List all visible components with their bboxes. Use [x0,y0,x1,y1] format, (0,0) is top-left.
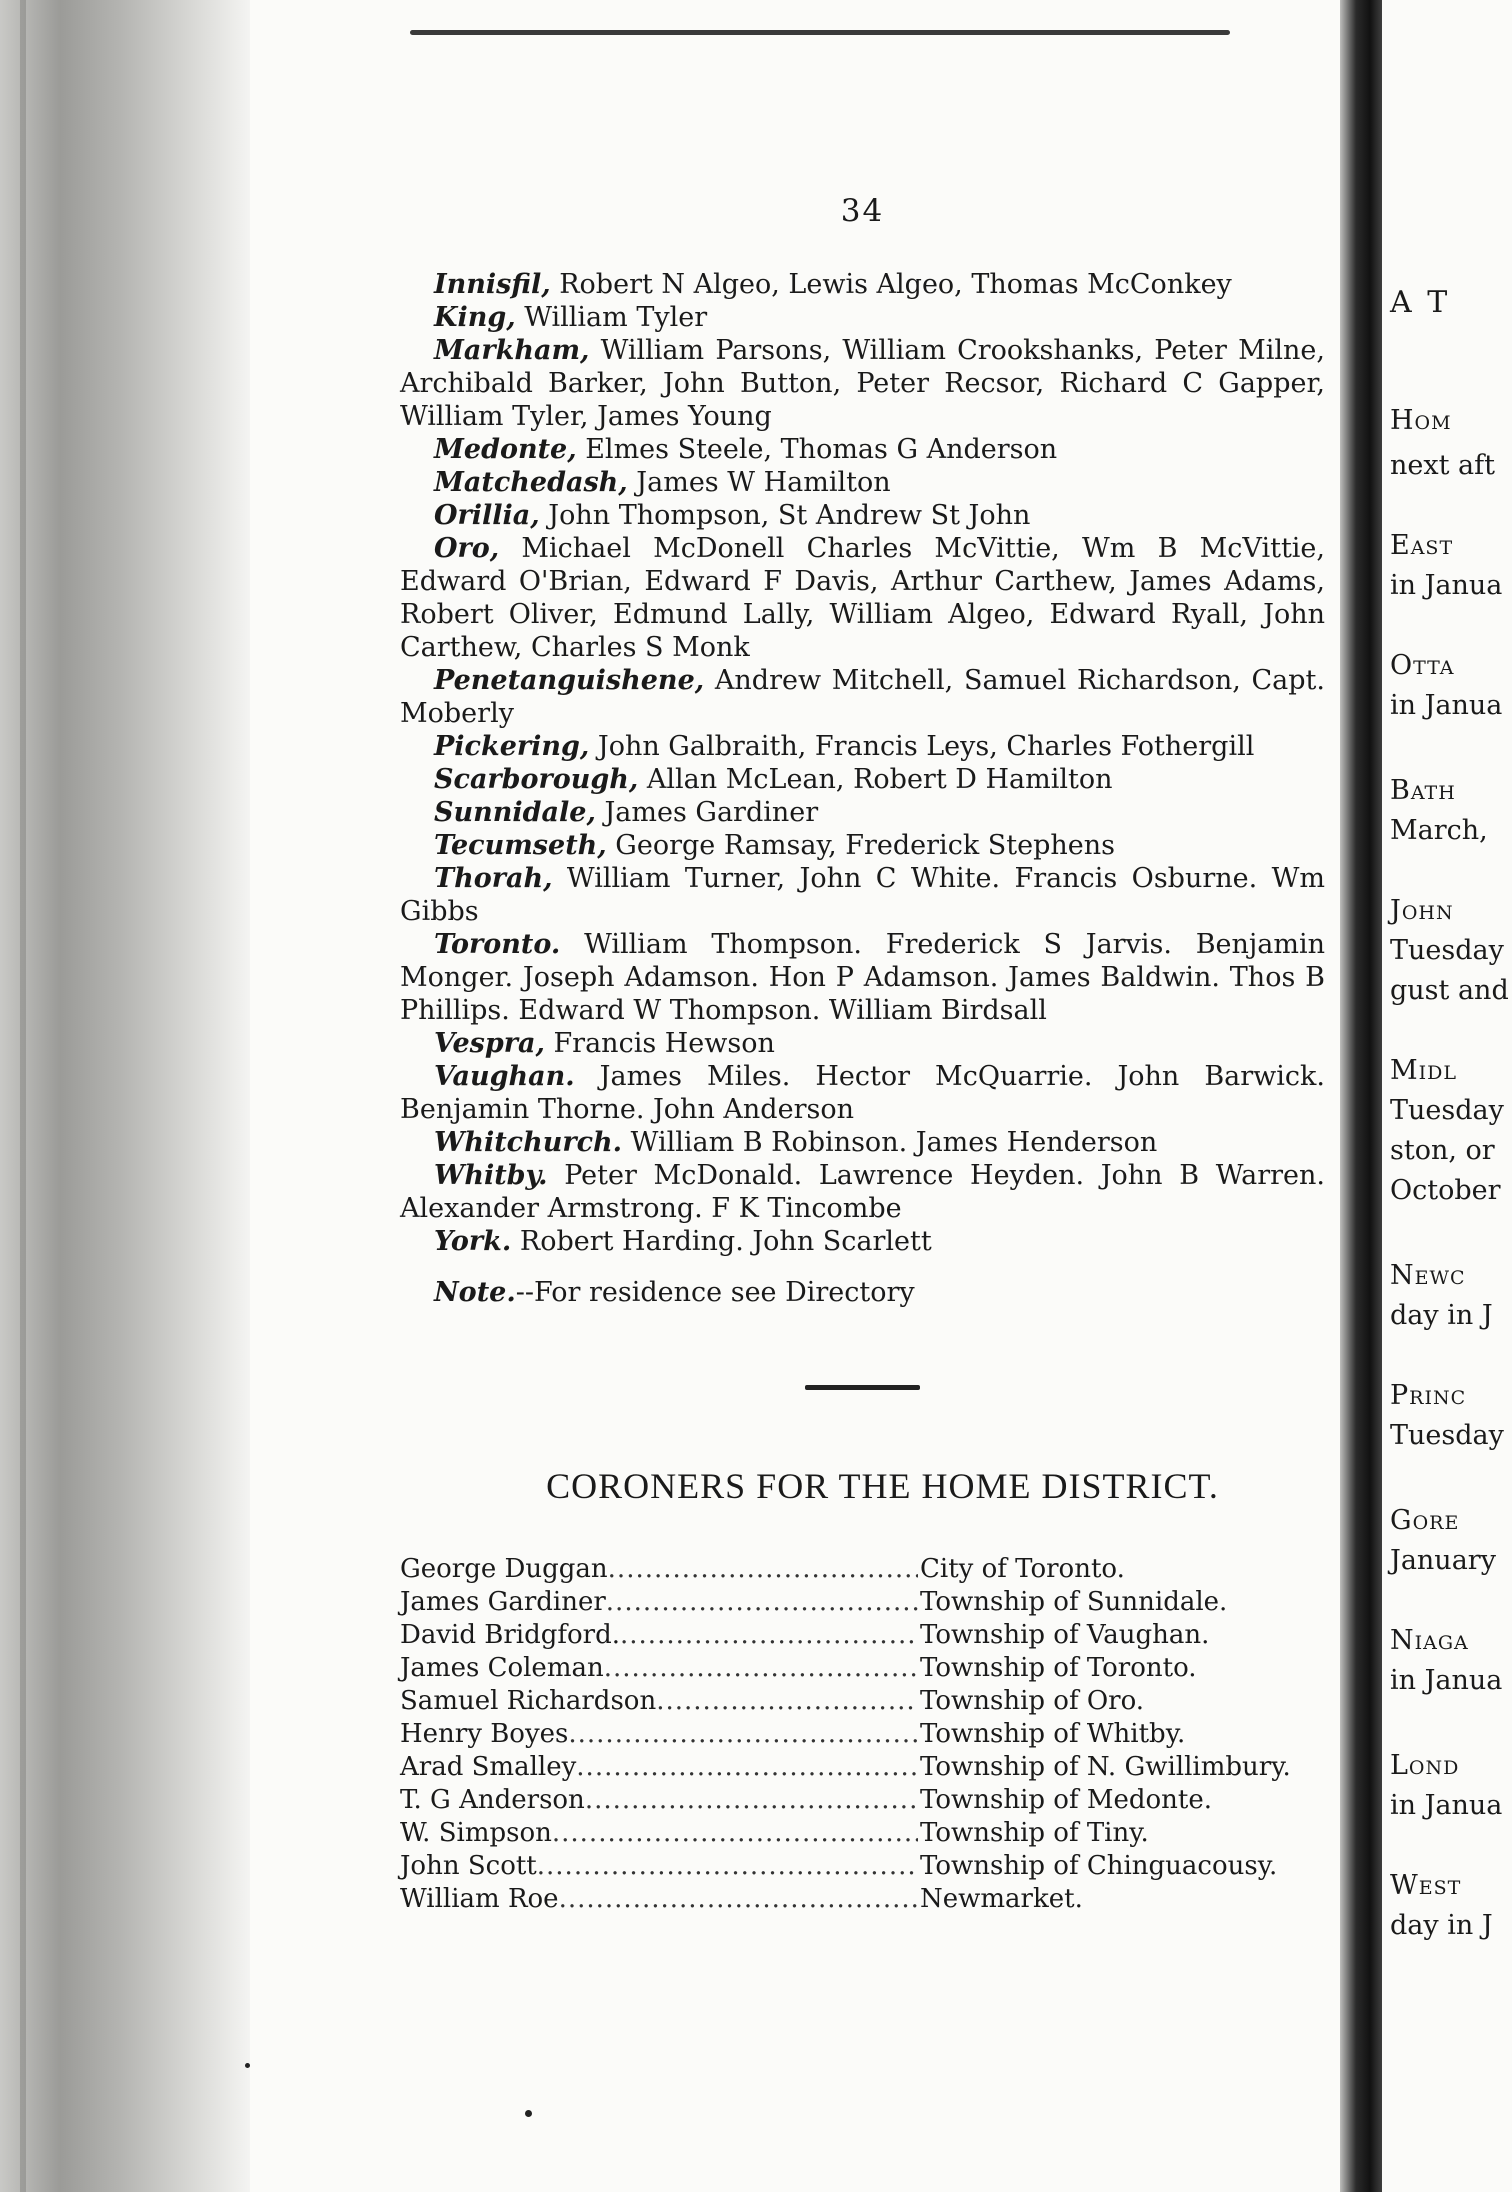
names: Peter McDonald. Lawrence Heyden. John B Warren. Alexander Armstrong. F K Tincombe [400,1160,1325,1224]
township-name: Tecumseth, [434,830,607,861]
list-item [400,433,1325,466]
township-name: Scarborough, [434,764,639,795]
right-line: John [1390,895,1454,926]
section-divider [805,1385,920,1390]
names: William Tyler [515,302,708,333]
township-name: Thorah, [434,863,553,894]
right-line: West [1390,1870,1462,1901]
top-rule [410,30,1230,35]
list-item [400,796,1325,829]
right-line: March, [1390,815,1488,846]
page-number: 34 [840,193,885,229]
right-page-heading: A T [1390,285,1451,320]
leader-dots [620,1619,918,1652]
right-line: in Janua [1390,1790,1503,1821]
township-name: Sunnidale, [434,797,596,828]
list-item [400,268,1325,301]
list-item [400,1027,1325,1060]
table-row [400,1586,1325,1619]
right-line: Princ [1390,1380,1467,1411]
table-row [400,1883,1325,1916]
township-name: Vespra, [434,1028,545,1059]
table-row [400,1553,1325,1586]
coroner-name: Arad Smalley [400,1752,577,1782]
coroner-place: Township of Vaughan. [920,1620,1210,1650]
names: James Miles. Hector McQuarrie. John Barwick. Benjamin Thorne. John Anderson [400,1061,1325,1125]
table-row [400,1850,1325,1883]
leader-dots [606,1586,918,1619]
right-line: Midl [1390,1055,1458,1086]
list-item [400,829,1325,862]
township-name: Vaughan. [434,1061,575,1092]
ink-speck [525,2110,532,2117]
township-name: York. [434,1226,512,1257]
township-name: Matchedash, [434,467,628,498]
note-label: Note. [434,1277,516,1308]
township-name: Whitchurch. [434,1127,623,1158]
coroner-name: Samuel Richardson [400,1686,657,1716]
coroner-place: Township of Chinguacousy. [920,1851,1278,1881]
names: William Turner, John C White. Francis Osburne. Wm Gibbs [400,863,1325,927]
book-edge [0,0,250,2192]
list-item [400,763,1325,796]
township-name: Pickering, [434,731,590,762]
list-item [400,1126,1325,1159]
right-line: gust and [1390,975,1509,1006]
list-item [400,532,1325,664]
table-row [400,1751,1325,1784]
township-name: King, [434,302,516,333]
names: Michael McDonell Charles McVittie, Wm B McVittie, Edward O'Brian, Edward F Davis, Arthur Carthew, James Adams, Robert Oliver, Edmund Lally, William Algeo, Edward Ryall, John Carthew, Charles S Monk [400,533,1325,663]
list-item [400,1159,1325,1225]
township-name: Innisfil, [434,269,551,300]
right-line: East [1390,530,1454,561]
coroner-name: James Coleman [400,1653,604,1683]
list-item [400,301,1325,334]
right-line: October [1390,1175,1501,1206]
names: William Thompson. Frederick S Jarvis. Benjamin Monger. Joseph Adamson. Hon P Adamson. James Baldwin. Thos B Phillips. Edward W Thompson. William Birdsall [400,929,1325,1026]
township-name: Orillia, [434,500,540,531]
coroner-name: James Gardiner [400,1587,606,1617]
coroner-name: John Scott [400,1851,537,1881]
list-item [400,334,1325,433]
township-name: Whitby. [434,1160,548,1191]
leader-dots [552,1817,918,1850]
list-item [400,499,1325,532]
leader-dots [585,1784,918,1817]
right-line: Niaga [1390,1625,1469,1656]
township-name: Penetanguishene, [434,665,705,696]
names: George Ramsay, Frederick Stephens [606,830,1115,861]
names: William B Robinson. James Henderson [622,1127,1158,1158]
right-line: Hom [1390,405,1452,436]
coroner-name: Henry Boyes [400,1719,569,1749]
coroner-place: Township of Whitby. [920,1719,1186,1749]
list-item [400,730,1325,763]
coroner-name: George Duggan [400,1554,608,1584]
leader-dots [568,1718,918,1751]
names: Elmes Steele, Thomas G Anderson [576,434,1058,465]
table-row [400,1652,1325,1685]
residence-note [400,1276,1325,1309]
list-item [400,664,1325,730]
right-page-fragment [1382,0,1512,2192]
names: Andrew Mitchell, Samuel Richardson, Capt. Moberly [400,665,1325,729]
coroner-place: Township of N. Gwillimbury. [920,1752,1291,1782]
names: William Parsons, William Crookshanks, Peter Milne, Archibald Barker, John Button, Peter Recsor, Richard C Gapper, William Tyler, James Young [400,335,1325,432]
table-row [400,1718,1325,1751]
note-text: --For residence see Directory [515,1277,915,1308]
table-row [400,1784,1325,1817]
leader-dots [537,1850,918,1883]
leader-dots [576,1751,918,1784]
list-item [400,1225,1325,1258]
township-name: Oro, [434,533,500,564]
right-line: Tuesday [1390,1095,1504,1126]
coroner-place: Newmarket. [920,1884,1083,1914]
coroner-place: Township of Toronto. [920,1653,1197,1683]
right-line: in Janua [1390,570,1503,601]
names: James Gardiner [595,797,819,828]
names: Allan McLean, Robert D Hamilton [638,764,1113,795]
names: James W Hamilton [627,467,891,498]
table-row [400,1619,1325,1652]
list-item [400,1060,1325,1126]
list-item [400,862,1325,928]
right-line: Newc [1390,1260,1466,1291]
coroner-place: City of Toronto. [920,1554,1125,1584]
coroner-name: W. Simpson [400,1818,552,1848]
right-line: ston, or [1390,1135,1495,1166]
list-item [400,466,1325,499]
township-name: Markham, [434,335,590,366]
right-line: Tuesday [1390,935,1504,966]
right-line: January [1390,1545,1496,1576]
leader-dots [604,1652,918,1685]
table-row [400,1817,1325,1850]
names: John Galbraith, Francis Leys, Charles Fothergill [589,731,1255,762]
township-name: Medonte, [434,434,577,465]
coroner-name: David Bridgford. [400,1620,621,1650]
leader-dots [608,1553,918,1586]
coroner-place: Township of Tiny. [920,1818,1149,1848]
right-line: Gore [1390,1505,1460,1536]
right-line: day in J [1390,1300,1493,1331]
page-34 [400,195,1325,1916]
magistrates-list [400,268,1325,1258]
right-line: next aft [1390,450,1495,481]
ink-speck [245,2063,250,2068]
coroner-name: T. G Anderson [400,1785,585,1815]
right-line: in Janua [1390,690,1503,721]
names: John Thompson, St Andrew St John [539,500,1031,531]
township-name: Toronto. [434,929,561,960]
names: Robert N Algeo, Lewis Algeo, Thomas McConkey [550,269,1232,300]
list-item [400,928,1325,1027]
right-line: Otta [1390,650,1455,681]
right-line: Bath [1390,775,1456,806]
coroner-name: William Roe [400,1884,559,1914]
right-line: day in J [1390,1910,1493,1941]
coroners-list [400,1553,1325,1916]
coroner-place: Township of Sunnidale. [920,1587,1228,1617]
right-line: Lond [1390,1750,1460,1781]
names: Robert Harding. John Scarlett [511,1226,932,1257]
table-row [400,1685,1325,1718]
right-line: in Janua [1390,1665,1503,1696]
coroners-heading: CORONERS FOR THE HOME DISTRICT. [546,1466,1219,1506]
right-line: Tuesday [1390,1420,1504,1451]
coroner-place: Township of Medonte. [920,1785,1212,1815]
leader-dots [559,1883,918,1916]
names: Francis Hewson [544,1028,775,1059]
coroner-place: Township of Oro. [920,1686,1145,1716]
leader-dots [656,1685,918,1718]
page-gutter [1340,0,1382,2192]
